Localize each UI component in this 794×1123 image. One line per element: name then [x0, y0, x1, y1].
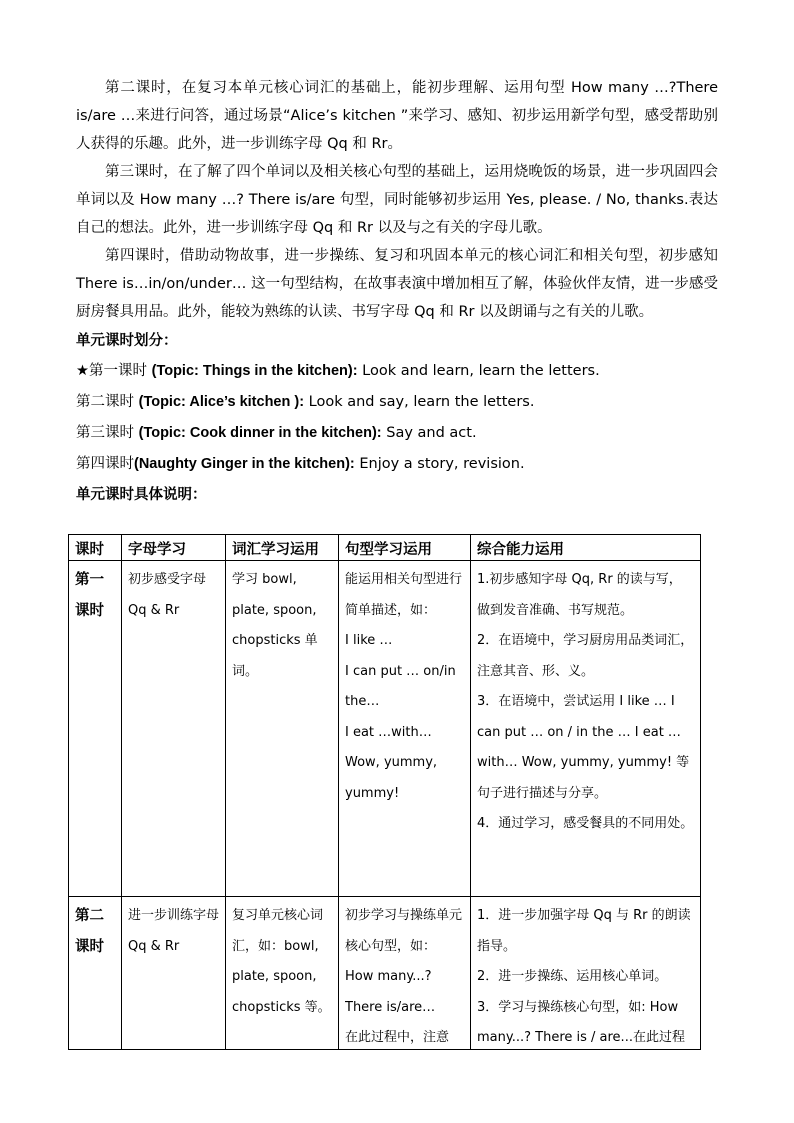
skill-item: 1．进一步加强字母 Qq 与 Rr 的朗读指导。 — [477, 908, 691, 954]
lesson-prefix: 第三课时 — [76, 425, 139, 441]
lesson-division-2 — [76, 387, 718, 418]
skills-cell — [471, 897, 701, 1050]
table-header: 综合能力运用 — [471, 535, 701, 561]
paragraph-lesson-4: 第四课时，借助动物故事，进一步操练、复习和巩固本单元的核心词汇和相关句型，初步感知 There is…in/on/under… 这一句型结构，在故事表演中增加相互了解，体验伙伴友情，进一步感受厨房餐具用品。此外，能较为熟练的认读、书写字母 Qq 和 Rr 以及朗诵与之有关的儿歌。 — [76, 248, 718, 320]
sentence-item: 能运用相关句型进行简单描述，如： — [345, 572, 463, 618]
lesson-detail-table — [68, 534, 701, 1050]
skill-item: 2．在语境中，学习厨房用品类词汇，注意其音、形、义。 — [477, 633, 694, 679]
letters-text: 进一步训练字母 Qq & Rr — [128, 908, 219, 954]
lesson-prefix: 第二课时 — [76, 394, 139, 410]
vocab-text: 复习单元核心词汇，如：bowl, plate, spoon, chopsticks 等。 — [232, 908, 331, 1015]
lesson-content: Look and say, learn the letters. — [304, 394, 535, 410]
table-header: 句型学习运用 — [339, 535, 471, 561]
letters-cell — [122, 897, 226, 1050]
paragraph-lesson-2: 第二课时，在复习本单元核心词汇的基础上，能初步理解、运用句型 How many …?There is/are …来进行问答，通过场景“Alice’s kitchen ”来学习、感知、初步运用新学句型，感受帮助别人获得的乐趣。此外，进一步训练字母 Qq 和 Rr。 — [76, 80, 718, 152]
vocab-cell: 学习 bowl, plate, spoon, chopsticks 单词。 — [226, 561, 339, 897]
skill-item: 3．在语境中，尝试运用 I like … I can put … on / in the … I eat … with… Wow, yummy, yummy! 等句子进行描述与分享。 — [477, 694, 690, 801]
division-heading: 单元课时划分： — [76, 333, 178, 349]
table-header: 课时 — [69, 535, 122, 561]
sentence-item: I eat …with… — [345, 724, 432, 740]
lesson-content: Look and learn, learn the letters. — [357, 363, 600, 379]
sentence-item: 在此过程中，注意 — [345, 1030, 450, 1045]
lesson-prefix: ★第一课时 — [76, 363, 152, 379]
sentence-item: I like … — [345, 633, 393, 648]
sentence-item: There is/are… — [345, 999, 436, 1015]
sentences-list — [345, 901, 464, 1049]
lesson-division-4 — [76, 449, 718, 480]
skills-list — [477, 901, 694, 1049]
paragraph-lesson-3: 第三课时，在了解了四个单词以及相关核心句型的基础上，运用烧晚饭的场景，进一步巩固四会单词以及 How many …? There is/are 句型，同时能够初步运用 Yes, please. / No, thanks.表达自己的想法。此外，进一步训练字母 Qq 和 Rr 以及与之有关的字母儿歌。 — [76, 164, 718, 236]
sentence-item: I can put … on/in the… — [345, 663, 456, 709]
lesson-topic: (Naughty Ginger in the kitchen): — [134, 456, 355, 472]
table-row — [69, 897, 701, 1050]
lesson-division-1 — [76, 356, 718, 387]
skill-item: 1.初步感知字母 Qq, Rr 的读与写，做到发音准确、书写规范。 — [477, 572, 682, 618]
table-header: 词汇学习运用 — [226, 535, 339, 561]
lesson-topic: (Topic: Things in the kitchen): — [151, 363, 358, 379]
sentence-item: Wow, yummy, yummy! — [345, 755, 438, 801]
lesson-content: Say and act. — [381, 425, 477, 441]
skills-cell — [471, 561, 701, 897]
lesson-label: 第二课时 — [75, 908, 104, 955]
lesson-cell — [69, 897, 122, 1050]
table-row — [69, 561, 701, 897]
lesson-content: Enjoy a story, revision. — [354, 456, 525, 472]
table-header-row — [69, 535, 701, 561]
letters-cell: 初步感受字母 Qq & Rr — [122, 561, 226, 897]
detail-heading: 单元课时具体说明： — [76, 487, 207, 503]
sentence-item: 初步学习与操练单元核心句型，如： — [345, 908, 463, 954]
document-body — [76, 74, 718, 510]
skill-item: 2．进一步操练、运用核心单词。 — [477, 969, 668, 984]
skill-item: 3．学习与操练核心句型，如: How many...? There is / are...在此过程 — [477, 999, 685, 1045]
skill-item: 4．通过学习，感受餐具的不同用处。 — [477, 816, 694, 831]
lesson-division-3 — [76, 418, 718, 449]
vocab-cell — [226, 897, 339, 1050]
sentence-item: How many...? — [345, 969, 432, 984]
sentences-cell — [339, 561, 471, 897]
sentences-cell — [339, 897, 471, 1050]
table-header: 字母学习 — [122, 535, 226, 561]
lesson-prefix: 第四课时 — [76, 456, 134, 472]
lesson-cell: 第一课时 — [69, 561, 122, 897]
lesson-topic: (Topic: Cook dinner in the kitchen): — [138, 425, 382, 441]
lesson-topic: (Topic: Alice’s kitchen ): — [138, 394, 305, 410]
